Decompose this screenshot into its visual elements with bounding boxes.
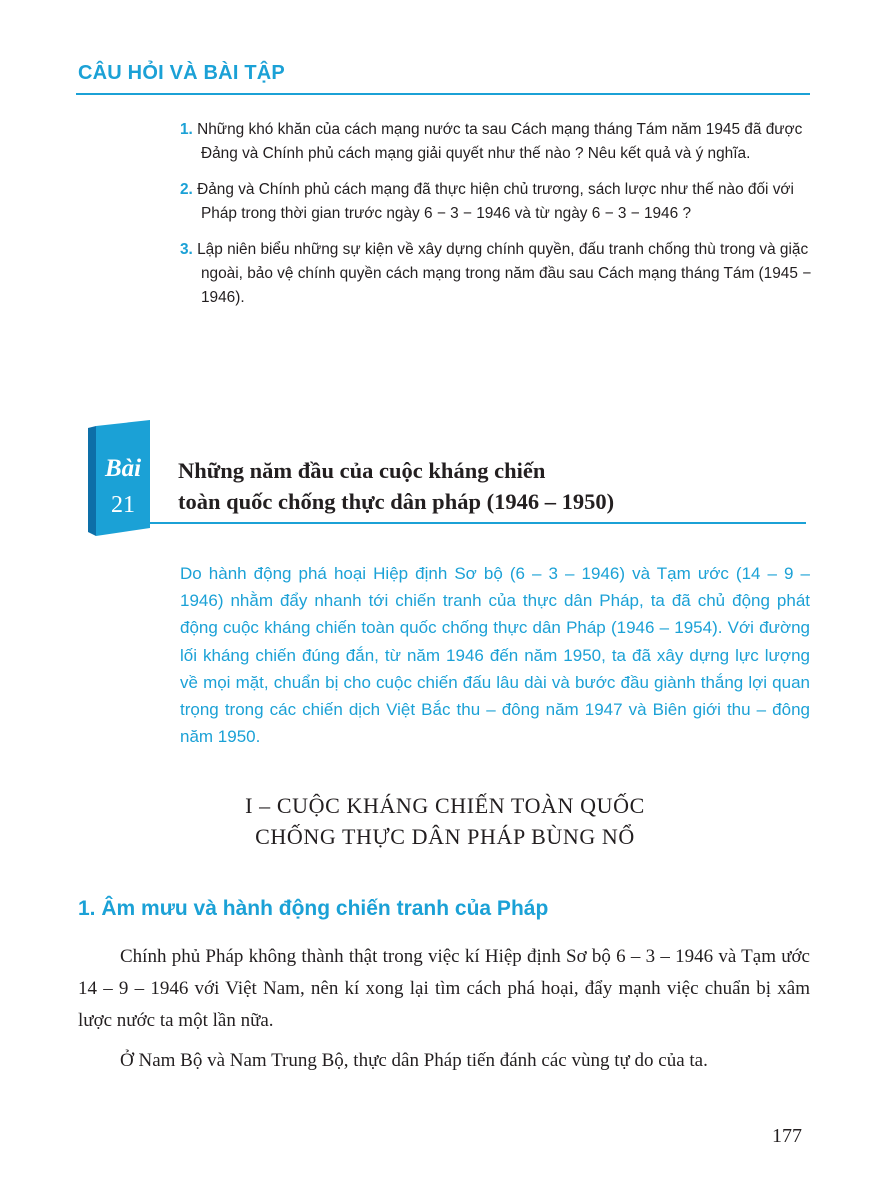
question-item [180,118,812,166]
question-item [180,178,812,226]
book-spine [88,426,96,536]
lesson-title-line: toàn quốc chống thực dân pháp (1946 – 1950) [178,489,615,514]
question-number: 1. [180,121,193,138]
lesson-title-line: Những năm đầu của cuộc kháng chiến [178,458,546,483]
sub-heading: 1. Âm mưu và hành động chiến tranh của Pháp [78,897,549,920]
heading-rule [76,93,810,95]
question-item [180,238,812,310]
lesson-intro: Do hành động phá hoại Hiệp định Sơ bộ (6 – 3 – 1946) và Tạm ước (14 – 9 – 1946) nhằm đẩy nhanh tới chiến tranh của thực dân Pháp, ta đã chủ động phát động cuộc kháng chiến toàn quốc chống thực dân Pháp (1946 – 1954). Với đường lối kháng chiến đúng đắn, từ năm 1946 đến năm 1950, ta đã xây dựng lực lượng về mọi mặt, chuẩn bị cho cuộc chiến đấu lâu dài và bước đầu giành thắng lợi quan trọng trong các chiến dịch Việt Bắc thu – đông năm 1947 và Biên giới thu – đông năm 1950. [180,564,810,747]
part-title-line: I – CUỘC KHÁNG CHIẾN TOÀN QUỐC [245,793,645,818]
question-number: 3. [180,241,193,258]
page-number: 177 [772,1125,802,1147]
body-text [78,941,810,1085]
lesson-number: 21 [111,492,135,518]
paragraph: Chính phủ Pháp không thành thật trong việc kí Hiệp định Sơ bộ 6 – 3 – 1946 và Tạm ước 14 – 9 – 1946 với Việt Nam, nên kí xong lại tìm cách phá hoại, đẩy mạnh việc chuẩn bị xâm lược nước ta một lần nữa. [78,946,810,1031]
section-heading: CÂU HỎI VÀ BÀI TẬP [78,62,285,84]
lesson-label: Bài [104,455,142,482]
lesson-title [178,455,808,517]
paragraph: Ở Nam Bộ và Nam Trung Bộ, thực dân Pháp tiến đánh các vùng tự do của ta. [120,1050,708,1071]
question-text: Đảng và Chính phủ cách mạng đã thực hiện chủ trương, sách lược như thế nào đối với Pháp trong thời gian trước ngày 6 − 3 − 1946 và từ ngày 6 − 3 − 1946 ? [197,181,794,222]
part-title [80,790,810,852]
lesson-badge [88,420,154,536]
title-rule [146,522,806,524]
question-text: Những khó khăn của cách mạng nước ta sau Cách mạng tháng Tám năm 1945 đã được Đảng và Chính phủ cách mạng giải quyết như thế nào ? Nêu kết quả và ý nghĩa. [197,121,803,162]
part-title-line: CHỐNG THỰC DÂN PHÁP BÙNG NỔ [255,824,635,849]
question-number: 2. [180,181,193,198]
question-list [180,118,812,322]
question-text: Lập niên biểu những sự kiện về xây dựng chính quyền, đấu tranh chống thù trong và giặc ngoài, bảo vệ chính quyền cách mạng trong năm đầu sau Cách mạng tháng Tám (1945 − 1946). [197,241,812,306]
